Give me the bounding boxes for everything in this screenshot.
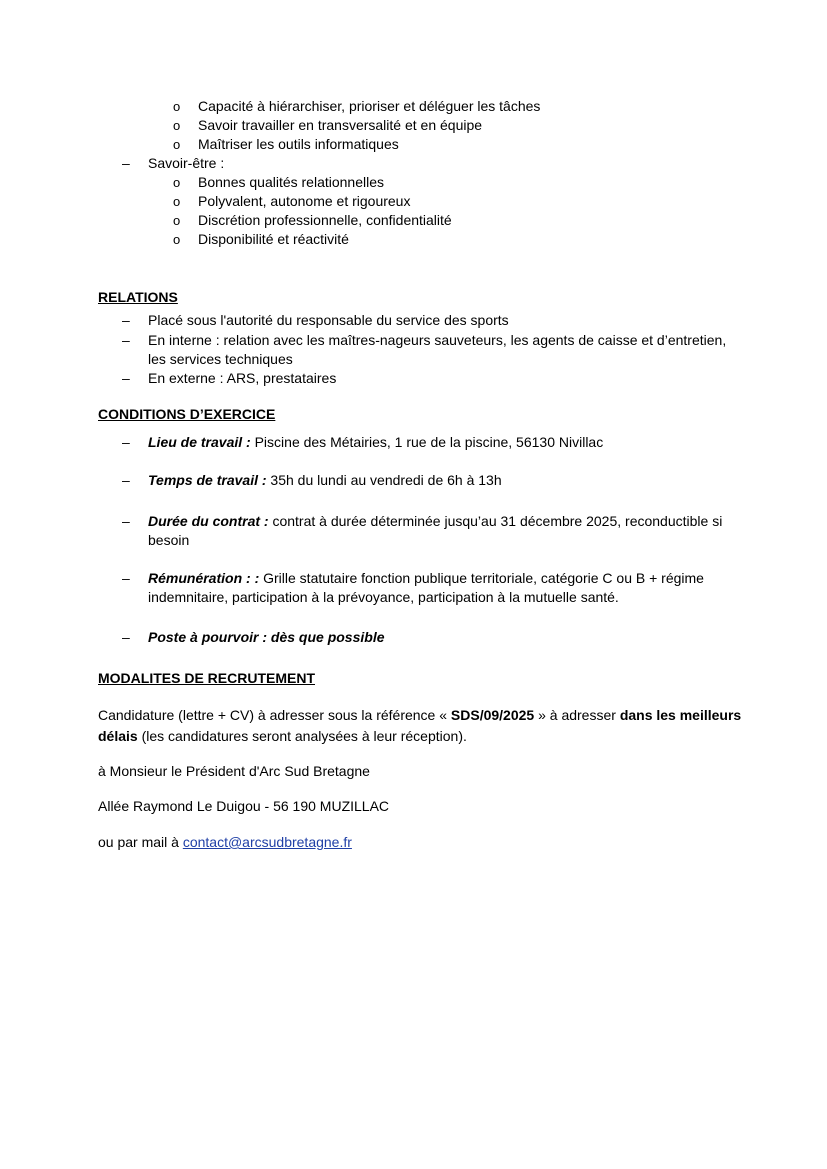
circle-bullet-icon: o — [173, 118, 181, 133]
condition-value: Grille statutaire fonction publique territoriale, catégorie C ou B + régime — [259, 570, 704, 586]
text-run-bold: dans les meilleurs — [619, 707, 742, 723]
dash-bullet-icon: – — [122, 472, 130, 488]
text-run: (les candidatures seront analysées à leur réception). — [137, 728, 467, 744]
paragraph-address: Allée Raymond Le Duigou - 56 190 MUZILLAC — [98, 798, 390, 814]
text-run: Candidature (lettre + CV) à adresser sous la référence « — [98, 707, 451, 723]
text-run: ou par mail à — [98, 834, 183, 850]
list-item: Discrétion professionnelle, confidentialité — [198, 212, 452, 228]
paragraph-addressee: à Monsieur le Président d'Arc Sud Bretagne — [98, 763, 370, 779]
condition-value-continuation: besoin — [148, 532, 190, 548]
dash-bullet-icon: – — [122, 312, 130, 328]
condition-remuneration — [148, 570, 704, 586]
section-heading-conditions: CONDITIONS D’EXERCICE — [98, 406, 276, 422]
condition-label: Durée du contrat : — [148, 513, 269, 529]
list-item: Disponibilité et réactivité — [198, 231, 349, 247]
list-item-continuation: les services techniques — [148, 351, 293, 367]
condition-duree — [148, 513, 722, 529]
list-item: En externe : ARS, prestataires — [148, 370, 337, 386]
list-item: Capacité à hiérarchiser, prioriser et déléguer les tâches — [198, 98, 541, 114]
email-link[interactable]: contact@arcsudbretagne.fr — [182, 834, 352, 850]
condition-label: Lieu de travail : — [148, 434, 251, 450]
list-item-label: Savoir-être : — [148, 155, 225, 171]
dash-bullet-icon: – — [122, 434, 130, 450]
dash-bullet-icon: – — [122, 332, 130, 348]
circle-bullet-icon: o — [173, 99, 181, 114]
dash-bullet-icon: – — [122, 370, 130, 386]
condition-value: contrat à durée déterminée jusqu’au 31 décembre 2025, reconductible si — [268, 513, 723, 529]
section-heading-modalites: MODALITES DE RECRUTEMENT — [98, 670, 315, 686]
circle-bullet-icon: o — [173, 232, 181, 247]
dash-bullet-icon: – — [122, 155, 130, 171]
list-item: Maîtriser les outils informatiques — [198, 136, 399, 152]
condition-value-continuation: indemnitaire, participation à la prévoyance, participation à la mutuelle santé. — [148, 589, 619, 605]
list-item: Savoir travailler en transversalité et en équipe — [198, 117, 483, 133]
reference-code: SDS/09/2025 — [450, 707, 535, 723]
list-item: Polyvalent, autonome et rigoureux — [198, 193, 411, 209]
dash-bullet-icon: – — [122, 629, 130, 645]
condition-value: 35h du lundi au vendredi de 6h à 13h — [266, 472, 502, 488]
list-item: En interne : relation avec les maîtres-nageurs sauveteurs, les agents de caisse et d’entretien, — [148, 332, 727, 348]
text-run-bold: délais — [98, 728, 138, 744]
circle-bullet-icon: o — [173, 194, 181, 209]
circle-bullet-icon: o — [173, 175, 181, 190]
text-run: » à adresser — [534, 707, 620, 723]
condition-lieu — [148, 434, 603, 450]
condition-temps — [148, 472, 502, 488]
condition-poste: Poste à pourvoir : dès que possible — [148, 629, 385, 645]
section-heading-relations: RELATIONS — [98, 289, 178, 305]
paragraph-candidature-line2 — [98, 728, 467, 744]
condition-value: Piscine des Métairies, 1 rue de la piscine, 56130 Nivillac — [250, 434, 604, 450]
condition-label: Temps de travail : — [148, 472, 267, 488]
list-item: Bonnes qualités relationnelles — [198, 174, 385, 190]
paragraph-candidature — [98, 707, 741, 723]
condition-label: Rémunération : : — [148, 570, 260, 586]
circle-bullet-icon: o — [173, 137, 181, 152]
list-item: Placé sous l'autorité du responsable du service des sports — [148, 312, 509, 328]
paragraph-email — [98, 834, 352, 850]
circle-bullet-icon: o — [173, 213, 181, 228]
dash-bullet-icon: – — [122, 570, 130, 586]
dash-bullet-icon: – — [122, 513, 130, 529]
